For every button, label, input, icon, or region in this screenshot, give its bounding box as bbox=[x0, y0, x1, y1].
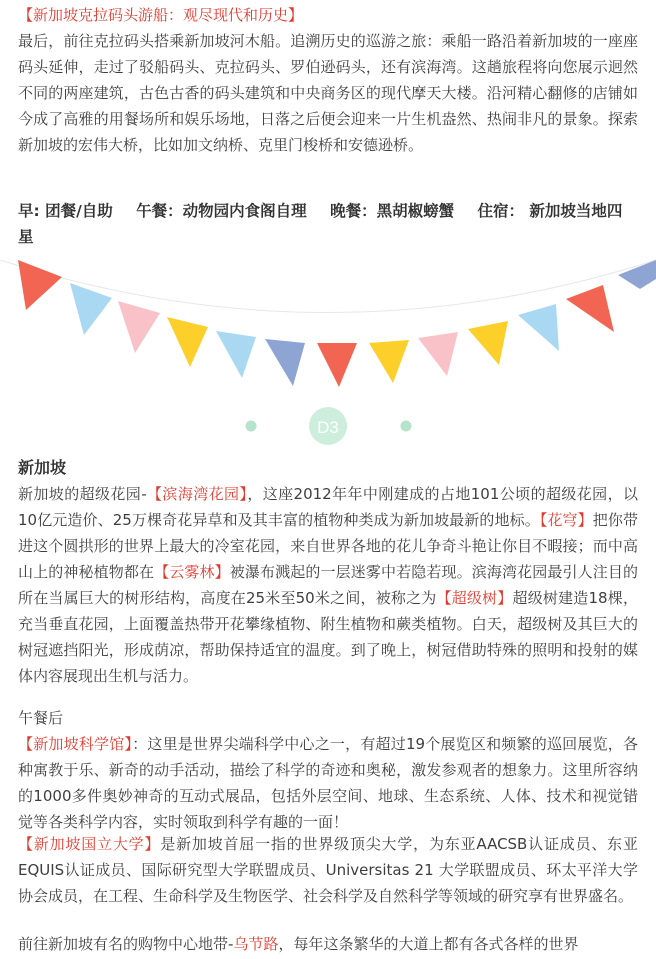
flag-red-3 bbox=[566, 285, 614, 332]
paragraph-science-centre: 【新加坡科学馆】：这里是世界尖端科学中心之一，有超过19个展览区和频繁的巡回展览，各种寓教于乐、新奇的动手活动，描绘了科学的奇迹和奥秘，激发参观者的想象力。这里所容纳的1000多件奥妙神奇的互动式展品，包括外层空间、地球、生态系统、人体、技术和视觉错觉等各类科学内容，实时领取到科学有趣的一面！ bbox=[18, 735, 638, 831]
highlight-supertree: 【超级树】 bbox=[436, 589, 513, 607]
highlight-flower-dome: 【花穹】 bbox=[539, 511, 593, 529]
paragraph-nus: 【新加坡国立大学】是新加坡首屈一指的世界级顶尖大学，为东亚AACSB认证成员、东亚EQUIS认证成员、国际研究型大学联盟成员、Universitas 21 大学联盟成员、环太平洋大学协会成员，在工程、生命科学及生物医学、社会科学及自然科学等领域的研究享有世界盛名。 bbox=[18, 835, 638, 905]
paragraph-orchard-road: 前往新加坡有名的购物中心地带-乌节路，每年这条繁华的大道上都有各式各样的世界 bbox=[18, 935, 579, 953]
after-lunch-label: 午餐后 bbox=[18, 709, 64, 727]
flag-navy-1 bbox=[265, 339, 305, 386]
flag-yellow-2 bbox=[369, 340, 409, 383]
flag-pink-2 bbox=[418, 332, 458, 376]
highlight-nus: 【新加坡国立大学】 bbox=[18, 835, 161, 853]
highlight-orchard: 乌节路 bbox=[233, 935, 279, 953]
flag-navy-2 bbox=[618, 260, 656, 289]
flag-pink-1 bbox=[118, 301, 160, 353]
bunting-banner bbox=[0, 255, 656, 450]
highlight-gardens: 【滨海湾花园】 bbox=[146, 485, 248, 503]
meal-dinner: 晚餐：黑胡椒螃蟹 bbox=[330, 202, 455, 220]
flag-yellow-3 bbox=[468, 321, 508, 365]
flag-red-2 bbox=[317, 343, 357, 387]
paragraph-gardens-by-the-bay: 新加坡的超级花园-【滨海湾花园】，这座2012年年中刚建成的占地101公顷的超级花园，以10亿元造价、25万棵奇花异草和及其丰富的植物种类成为新加坡最新的地标。【花穹】把你带进这个圆拱形的世界上最大的冷室花园，来自世界各地的花儿争奇斗艳让你目不暇接；而中高山上的神秘植物都在【云雾林】被瀑布溅起的一层迷雾中若隐若现。滨海湾花园最引人注目的所在当属巨大的树形结构，高度在25米至50米之间，被称之为【超级树】超级树建造18棵，充当垂直花园，上面覆盖热带开花攀缘植物、附生植物和蕨类植物。白天，超级树及其巨大的树冠遮挡阳光，形成荫凉，帮助保持适宜的温度。到了晚上，树冠借助特殊的照明和投射的媒体内容展现出生机与活力。 bbox=[18, 485, 638, 685]
flag-red-1 bbox=[18, 260, 62, 310]
flag-blue-3 bbox=[518, 304, 559, 351]
day-label: D3 bbox=[317, 418, 339, 437]
dot-right bbox=[401, 421, 412, 432]
highlight-cloud-forest: 【云雾林】 bbox=[154, 563, 230, 581]
dot-left bbox=[246, 421, 257, 432]
flag-blue-1 bbox=[70, 283, 112, 335]
flag-blue-2 bbox=[216, 331, 256, 378]
meal-lodging: 住宿： 新加坡当地四星 bbox=[18, 202, 623, 246]
section-heading-clarke-quay: 【新加坡克拉码头游船：观尽现代和历史】 bbox=[18, 6, 304, 24]
meal-plan bbox=[18, 198, 638, 250]
flag-yellow-1 bbox=[167, 317, 208, 367]
meal-lunch: 午餐：动物园内食阁自理 bbox=[136, 202, 307, 220]
highlight-science-centre: 【新加坡科学馆】 bbox=[18, 735, 133, 753]
meal-breakfast: 早: 团餐/自助 bbox=[18, 202, 113, 220]
section-title-singapore: 新加坡 bbox=[18, 458, 67, 477]
paragraph-clarke-quay: 最后，前往克拉码头搭乘新加坡河木船。追溯历史的巡游之旅：乘船一路沿着新加坡的一座座码头延伸，走过了驳船码头、克拉码头、罗伯逊码头，还有滨海湾。这趟旅程将向您展示迥然不同的两座建筑，古色古香的码头建筑和中央商务区的现代摩天大楼。沿河精心翻修的店铺如今成了高雅的用餐场所和娱乐场地，日落之后便会迎来一片生机盎然、热闹非凡的景象。探索新加坡的宏伟大桥，比如加文纳桥、克里门梭桥和安德逊桥。 bbox=[18, 32, 638, 154]
